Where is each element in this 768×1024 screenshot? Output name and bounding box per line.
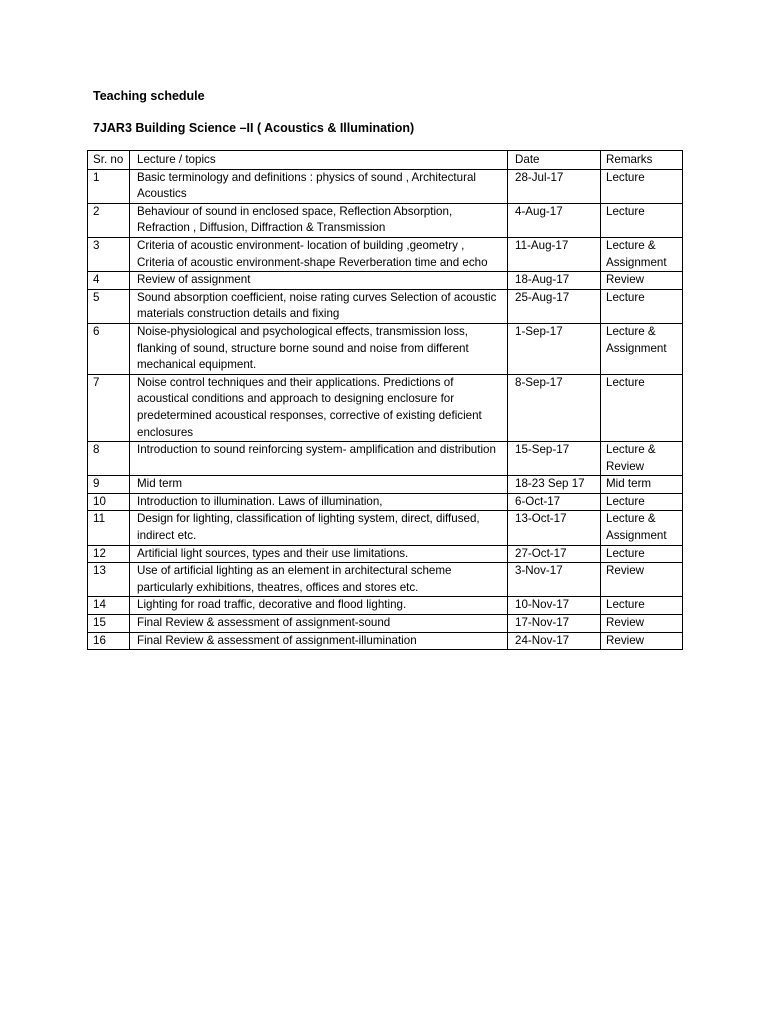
date-cell: 8-Sep-17 <box>508 374 601 441</box>
date-cell: 1-Sep-17 <box>508 323 601 374</box>
topic-cell: Basic terminology and definitions : physics of sound , Architectural Acoustics <box>130 169 508 203</box>
sr-no-cell: 12 <box>88 545 130 563</box>
table-row <box>88 545 683 563</box>
topic-cell: Design for lighting, classification of lighting system, direct, diffused, indirect etc. <box>130 511 508 545</box>
remarks-cell: Review <box>601 563 683 597</box>
topic-cell: Behaviour of sound in enclosed space, Reflection Absorption, Refraction , Diffusion, Diffraction & Transmission <box>130 203 508 237</box>
topic-cell: Sound absorption coefficient, noise rating curves Selection of acoustic materials construction details and fixing <box>130 289 508 323</box>
header-lecture-topics: Lecture / topics <box>130 151 508 170</box>
sr-no-cell: 8 <box>88 442 130 476</box>
remarks-cell: Review <box>601 632 683 650</box>
table-row <box>88 272 683 290</box>
date-cell: 4-Aug-17 <box>508 203 601 237</box>
header-remarks: Remarks <box>601 151 683 170</box>
sr-no-cell: 11 <box>88 511 130 545</box>
topic-cell: Introduction to sound reinforcing system- amplification and distribution <box>130 442 508 476</box>
date-cell: 25-Aug-17 <box>508 289 601 323</box>
table-row <box>88 442 683 476</box>
sr-no-cell: 13 <box>88 563 130 597</box>
remarks-cell: Lecture <box>601 545 683 563</box>
teaching-schedule-table <box>87 150 683 650</box>
sr-no-cell: 9 <box>88 476 130 494</box>
date-cell: 10-Nov-17 <box>508 597 601 615</box>
sr-no-cell: 16 <box>88 632 130 650</box>
remarks-cell: Lecture <box>601 203 683 237</box>
topic-cell: Mid term <box>130 476 508 494</box>
date-cell: 18-23 Sep 17 <box>508 476 601 494</box>
topic-cell: Artificial light sources, types and their use limitations. <box>130 545 508 563</box>
table-body <box>88 169 683 650</box>
table-row <box>88 289 683 323</box>
sr-no-cell: 4 <box>88 272 130 290</box>
date-cell: 17-Nov-17 <box>508 615 601 633</box>
sr-no-cell: 14 <box>88 597 130 615</box>
date-cell: 13-Oct-17 <box>508 511 601 545</box>
topic-cell: Introduction to illumination. Laws of illumination, <box>130 493 508 511</box>
date-cell: 11-Aug-17 <box>508 237 601 271</box>
remarks-cell: Lecture <box>601 374 683 441</box>
topic-cell: Criteria of acoustic environment- location of building ,geometry , Criteria of acoustic environment-shape Reverberation time and echo <box>130 237 508 271</box>
table-row <box>88 493 683 511</box>
topic-cell: Use of artificial lighting as an element in architectural scheme particularly exhibitions, theatres, offices and stores etc. <box>130 563 508 597</box>
table-row <box>88 169 683 203</box>
remarks-cell: Lecture <box>601 169 683 203</box>
table-header-row <box>88 151 683 170</box>
remarks-cell: Review <box>601 272 683 290</box>
table-row <box>88 632 683 650</box>
header-sr-no: Sr. no <box>88 151 130 170</box>
date-cell: 15-Sep-17 <box>508 442 601 476</box>
table-row <box>88 203 683 237</box>
table-row <box>88 476 683 494</box>
date-cell: 27-Oct-17 <box>508 545 601 563</box>
sr-no-cell: 10 <box>88 493 130 511</box>
sr-no-cell: 1 <box>88 169 130 203</box>
sr-no-cell: 15 <box>88 615 130 633</box>
sr-no-cell: 5 <box>88 289 130 323</box>
topic-cell: Noise-physiological and psychological effects, transmission loss, flanking of sound, structure borne sound and noise from different mechanical equipment. <box>130 323 508 374</box>
table-row <box>88 615 683 633</box>
topic-cell: Final Review & assessment of assignment-sound <box>130 615 508 633</box>
remarks-cell: Lecture & Review <box>601 442 683 476</box>
remarks-cell: Review <box>601 615 683 633</box>
table-row <box>88 323 683 374</box>
table-row <box>88 237 683 271</box>
table-row <box>88 374 683 441</box>
sr-no-cell: 7 <box>88 374 130 441</box>
table-row <box>88 597 683 615</box>
topic-cell: Lighting for road traffic, decorative and flood lighting. <box>130 597 508 615</box>
sr-no-cell: 6 <box>88 323 130 374</box>
remarks-cell: Lecture <box>601 597 683 615</box>
remarks-cell: Lecture & Assignment <box>601 323 683 374</box>
date-cell: 6-Oct-17 <box>508 493 601 511</box>
remarks-cell: Lecture & Assignment <box>601 237 683 271</box>
topic-cell: Final Review & assessment of assignment-illumination <box>130 632 508 650</box>
topic-cell: Review of assignment <box>130 272 508 290</box>
date-cell: 28-Jul-17 <box>508 169 601 203</box>
remarks-cell: Lecture <box>601 289 683 323</box>
remarks-cell: Mid term <box>601 476 683 494</box>
table-row <box>88 511 683 545</box>
document-title: Teaching schedule <box>93 89 205 103</box>
sr-no-cell: 3 <box>88 237 130 271</box>
table-row <box>88 563 683 597</box>
remarks-cell: Lecture <box>601 493 683 511</box>
date-cell: 18-Aug-17 <box>508 272 601 290</box>
remarks-cell: Lecture & Assignment <box>601 511 683 545</box>
topic-cell: Noise control techniques and their applications. Predictions of acoustical conditions and approach to designing enclosure for predetermined acoustical responses, corrective of existing deficient enclosures <box>130 374 508 441</box>
date-cell: 24-Nov-17 <box>508 632 601 650</box>
header-date: Date <box>508 151 601 170</box>
date-cell: 3-Nov-17 <box>508 563 601 597</box>
course-title: 7JAR3 Building Science –II ( Acoustics & Illumination) <box>93 121 415 135</box>
sr-no-cell: 2 <box>88 203 130 237</box>
